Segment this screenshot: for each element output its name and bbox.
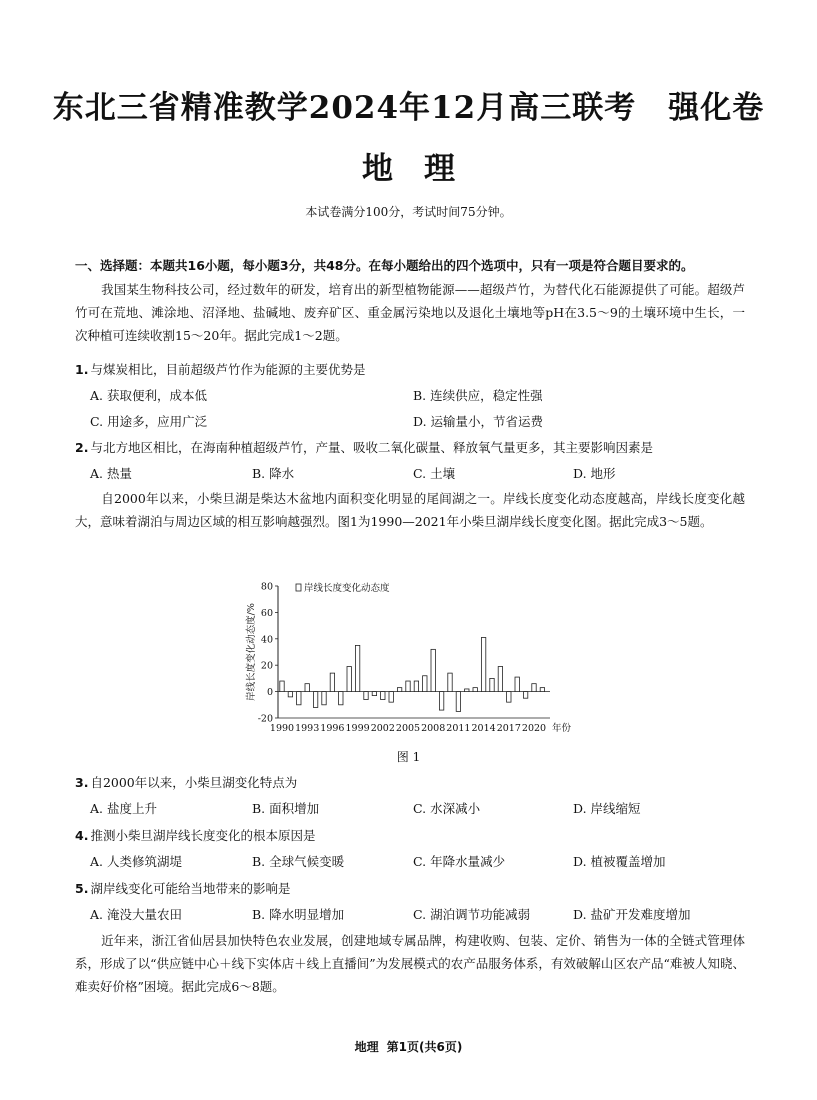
option-1b: B. 连续供应，稳定性强	[413, 388, 543, 403]
footer-page: 第1页(共6页)	[386, 1040, 463, 1054]
x-tick-label: 2020	[521, 723, 547, 734]
x-tick-label: 2014	[471, 723, 496, 734]
x-tick-label: 2008	[421, 723, 446, 734]
option-5b: B. 降水明显增加	[252, 907, 345, 922]
bar	[532, 684, 536, 692]
question-number: 1.	[75, 362, 89, 377]
option-4b: B. 全球气候变暖	[252, 854, 345, 869]
option-5d: D. 盐矿开发难度增加	[573, 907, 691, 922]
x-tick-label: 1990	[269, 723, 295, 734]
exam-note: 本试卷满分100分，考试时间75分钟。	[305, 205, 512, 219]
bar	[280, 681, 284, 692]
question-stem: 与煤炭相比，目前超级芦竹作为能源的主要优势是	[90, 362, 366, 377]
x-tick-label: 1993	[295, 723, 320, 734]
x-tick-label: 2005	[395, 723, 421, 734]
bar	[448, 673, 452, 691]
x-tick-label: 1999	[345, 723, 370, 734]
question-stem: 自2000年以来，小柴旦湖变化特点为	[90, 775, 298, 790]
bar	[330, 673, 334, 691]
bar	[431, 649, 435, 691]
y-axis-label: 岸线长度变化动态度/%	[246, 603, 257, 701]
option-4c: C. 年降水量减少	[413, 854, 506, 869]
y-tick-label: 80	[260, 581, 273, 593]
bar	[397, 688, 401, 692]
bar	[347, 667, 351, 692]
bar	[456, 692, 460, 712]
question-4	[75, 826, 315, 844]
option-4a: A. 人类修筑湖堤	[90, 854, 182, 869]
passage-2	[75, 487, 745, 533]
bar	[507, 692, 511, 703]
option-2a: A. 热量	[90, 466, 132, 481]
bar	[465, 689, 469, 692]
option-2d: D. 地形	[573, 466, 616, 481]
exam-title: 东北三省精准教学2024年12月高三联考 强化卷	[52, 90, 765, 126]
bar	[414, 681, 418, 692]
shoreline-chart	[240, 576, 600, 746]
y-tick-label: 0	[266, 687, 273, 699]
bar	[439, 692, 443, 710]
option-5c: C. 湖泊调节功能减弱	[413, 907, 531, 922]
bar	[406, 681, 410, 692]
question-number: 4.	[75, 828, 89, 843]
bar	[339, 692, 343, 705]
question-number: 2.	[75, 440, 89, 455]
bar	[372, 692, 376, 696]
question-3	[75, 773, 297, 791]
legend-label: 岸线长度变化动态度	[304, 583, 390, 594]
question-number: 5.	[75, 881, 89, 896]
subject-title: 地 理	[362, 151, 455, 187]
bar	[490, 678, 494, 691]
passage-1-text: 我国某生物科技公司，经过数年的研发，培育出的新型植物能源——超级芦竹，为替代化石能源提供了可能。超级芦竹可在荒地、滩涂地、沼泽地、盐碱地、废弃矿区、重金属污染地以及退化土壤地等pH在3.5～9的土壤环境中生长，一次种植可连续收割15～20年。据此完成1～2题。	[75, 282, 745, 343]
option-3b: B. 面积增加	[252, 801, 320, 816]
question-stem: 湖岸线变化可能给当地带来的影响是	[90, 881, 291, 896]
bar	[498, 667, 502, 692]
bar	[540, 688, 544, 692]
option-1a: A. 获取便利，成本低	[90, 388, 207, 403]
bar	[288, 692, 292, 697]
x-tick-label: 2002	[370, 723, 395, 734]
question-2	[75, 438, 653, 456]
option-1c: C. 用途多，应用广泛	[90, 414, 208, 429]
bar	[523, 692, 527, 699]
bar	[481, 637, 485, 691]
bar	[389, 692, 393, 703]
y-tick-label: 40	[260, 634, 273, 646]
y-tick-label: 60	[260, 607, 273, 619]
option-3c: C. 水深减小	[413, 801, 481, 816]
passage-2-text: 自2000年以来，小柴旦湖是柴达木盆地内面积变化明显的尾闾湖之一。岸线长度变化动态度越高，岸线长度变化越大，意味着湖泊与周边区域的相互影响越强烈。图1为1990—2021年小柴旦湖岸线长度变化图。据此完成3～5题。	[75, 491, 745, 529]
option-2c: C. 土壤	[413, 466, 456, 481]
x-tick-label: 2017	[496, 723, 521, 734]
question-stem: 与北方地区相比，在海南种植超级芦竹，产量、吸收二氧化碳量、释放氧气量更多，其主要影响因素是	[90, 440, 653, 455]
option-4d: D. 植被覆盖增加	[573, 854, 666, 869]
x-axis-label: 年份	[552, 723, 572, 734]
y-tick-label: -20	[257, 713, 273, 725]
bar	[423, 676, 427, 692]
question-5	[75, 879, 290, 897]
bar	[297, 692, 301, 705]
y-tick-label: 20	[260, 660, 273, 672]
x-tick-label: 1996	[320, 723, 345, 734]
bar	[313, 692, 317, 708]
legend-swatch	[296, 584, 301, 591]
option-2b: B. 降水	[252, 466, 295, 481]
page-footer	[0, 1038, 817, 1055]
bar	[364, 692, 368, 700]
x-tick-label: 2011	[446, 723, 471, 734]
question-number: 3.	[75, 775, 89, 790]
passage-3	[75, 929, 745, 998]
bar	[305, 684, 309, 692]
bar	[355, 645, 359, 691]
passage-1	[75, 278, 745, 347]
question-stem: 推测小柴旦湖岸线长度变化的根本原因是	[90, 828, 316, 843]
passage-3-text: 近年来，浙江省仙居县加快特色农业发展，创建地域专属品牌，构建收购、包装、定价、销售为一体的全链式管理体系，形成了以“供应链中心＋线下实体店＋线上直播间”为发展模式的农产品服务体系，有效破解山区农产品“难被人知晓、难卖好价格”困境。据此完成6～8题。	[75, 933, 745, 994]
bar	[381, 692, 385, 700]
option-3d: D. 岸线缩短	[573, 801, 641, 816]
question-1	[75, 360, 365, 378]
footer-subject: 地理	[354, 1040, 379, 1054]
option-5a: A. 淹没大量农田	[90, 907, 182, 922]
section-heading: 一、选择题：本题共16小题，每小题3分，共48分。在每小题给出的四个选项中，只有一项是符合题目要求的。	[75, 258, 694, 273]
option-3a: A. 盐度上升	[90, 801, 157, 816]
bar	[473, 688, 477, 692]
option-1d: D. 运输量小，节省运费	[413, 414, 544, 429]
bar	[322, 692, 326, 705]
figure-caption: 图 1	[396, 750, 421, 764]
bar	[515, 677, 519, 692]
